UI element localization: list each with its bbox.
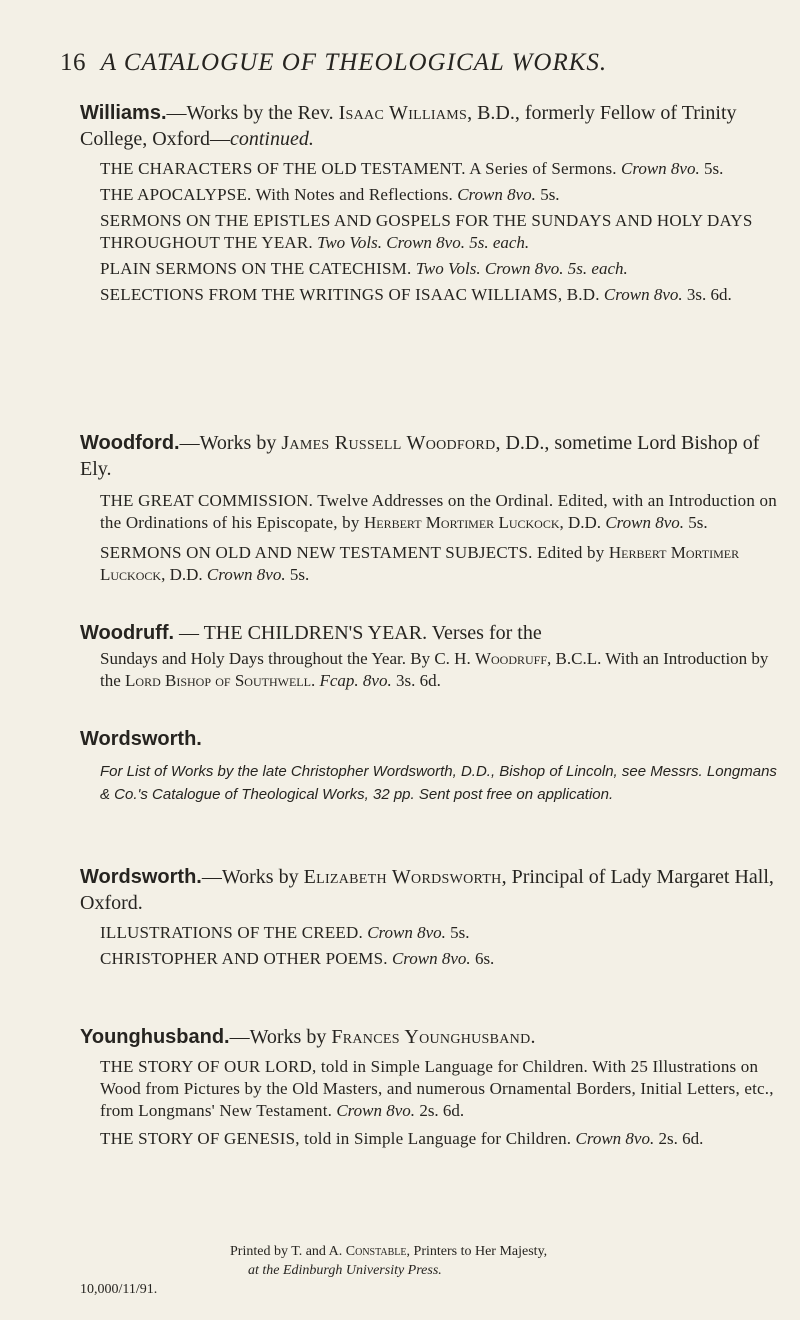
book-entry: THE APOCALYPSE. With Notes and Reflections. Crown 8vo. 5s.	[100, 185, 560, 204]
book-entry: PLAIN SERMONS ON THE CATECHISM. Two Vols. Crown 8vo. 5s. each.	[100, 259, 628, 278]
press-line: at the Edinburgh University Press.	[248, 1263, 442, 1278]
book-entry: SERMONS ON OLD AND NEW TESTAMENT SUBJECTS. Edited by Herbert Mortimer Luckock, D.D. Crown 8vo. 5s.	[100, 543, 740, 584]
author-name: Younghusband.	[80, 1026, 230, 1048]
section-woodford	[80, 430, 780, 586]
page-title: A CATALOGUE OF THEOLOGICAL WORKS.	[100, 49, 608, 76]
section-wordsworth-christopher	[80, 726, 780, 806]
book-entry: THE STORY OF OUR LORD, told in Simple Language for Children. With 25 Illustrations on Wood from Pictures by the Old Masters, and numerous Ornamental Borders, Initial Letters, etc., from Longmans' New Testament. Crown 8vo. 2s. 6d.	[100, 1057, 774, 1120]
section-woodruff	[80, 620, 780, 692]
book-entry: SERMONS ON THE EPISTLES AND GOSPELS FOR THE SUNDAYS AND HOLY DAYS THROUGHOUT THE YEAR. Two Vols. Crown 8vo. 5s. each.	[100, 211, 753, 252]
author-fullname: Isaac Williams	[338, 102, 468, 124]
author-fullname: Elizabeth Wordsworth	[303, 866, 502, 888]
section-williams	[80, 100, 780, 306]
author-heading: Woodford.—Works by James Russell Woodford, D.D., sometime Lord Bishop of Ely.	[80, 432, 760, 480]
author-heading: Younghusband.—Works by Frances Younghusband.	[80, 1026, 536, 1048]
section-wordsworth-elizabeth	[80, 864, 780, 970]
author-name: Williams.	[80, 102, 167, 124]
author-name: Woodford.	[80, 432, 180, 454]
section-younghusband	[80, 1024, 780, 1150]
author-heading: Woodruff. — THE CHILDREN'S YEAR. Verses for the	[80, 622, 542, 644]
author-heading: Williams.—Works by the Rev. Isaac Williams, B.D., formerly Fellow of Trinity College, Oxford—continued.	[80, 102, 737, 150]
printer-line: Printed by T. and A. Constable, Printers to Her Majesty,	[230, 1244, 548, 1259]
printer-imprint	[80, 1242, 780, 1299]
author-name: Woodruff.	[80, 622, 175, 644]
book-entry: THE STORY OF GENESIS, told in Simple Language for Children. Crown 8vo. 2s. 6d.	[100, 1129, 704, 1148]
book-entry: Sundays and Holy Days throughout the Year. By C. H. Woodruff, B.C.L. With an Introduction by the Lord Bishop of Southwell. Fcap. 8vo. 3s. 6d.	[100, 649, 769, 690]
book-entry: THE CHARACTERS OF THE OLD TESTAMENT. A Series of Sermons. Crown 8vo. 5s.	[100, 159, 724, 178]
author-name: Wordsworth.	[80, 866, 202, 888]
book-entry: ILLUSTRATIONS OF THE CREED. Crown 8vo. 5s.	[100, 923, 470, 942]
running-header	[60, 48, 760, 78]
author-fullname: James Russell Woodford	[281, 432, 496, 454]
print-run-code: 10,000/11/91.	[80, 1282, 158, 1297]
page-number: 16	[60, 49, 86, 76]
author-heading: Wordsworth.—Works by Elizabeth Wordsworth, Principal of Lady Margaret Hall, Oxford.	[80, 866, 774, 914]
catalogue-note: For List of Works by the late Christopher Wordsworth, D.D., Bishop of Lincoln, see Messrs. Longmans & Co.'s Catalogue of Theological Works, 32 pp. Sent post free on application.	[100, 763, 777, 803]
book-entry: SELECTIONS FROM THE WRITINGS OF ISAAC WILLIAMS, B.D. Crown 8vo. 3s. 6d.	[100, 285, 732, 304]
author-fullname: Frances Younghusband	[331, 1026, 531, 1048]
author-heading	[80, 726, 780, 752]
book-entry: CHRISTOPHER AND OTHER POEMS. Crown 8vo. 6s.	[100, 949, 495, 968]
book-entry: THE GREAT COMMISSION. Twelve Addresses on the Ordinal. Edited, with an Introduction on the Ordinations of his Episcopate, by Herbert Mortimer Luckock, D.D. Crown 8vo. 5s.	[100, 491, 777, 532]
author-name: Wordsworth.	[80, 728, 202, 750]
